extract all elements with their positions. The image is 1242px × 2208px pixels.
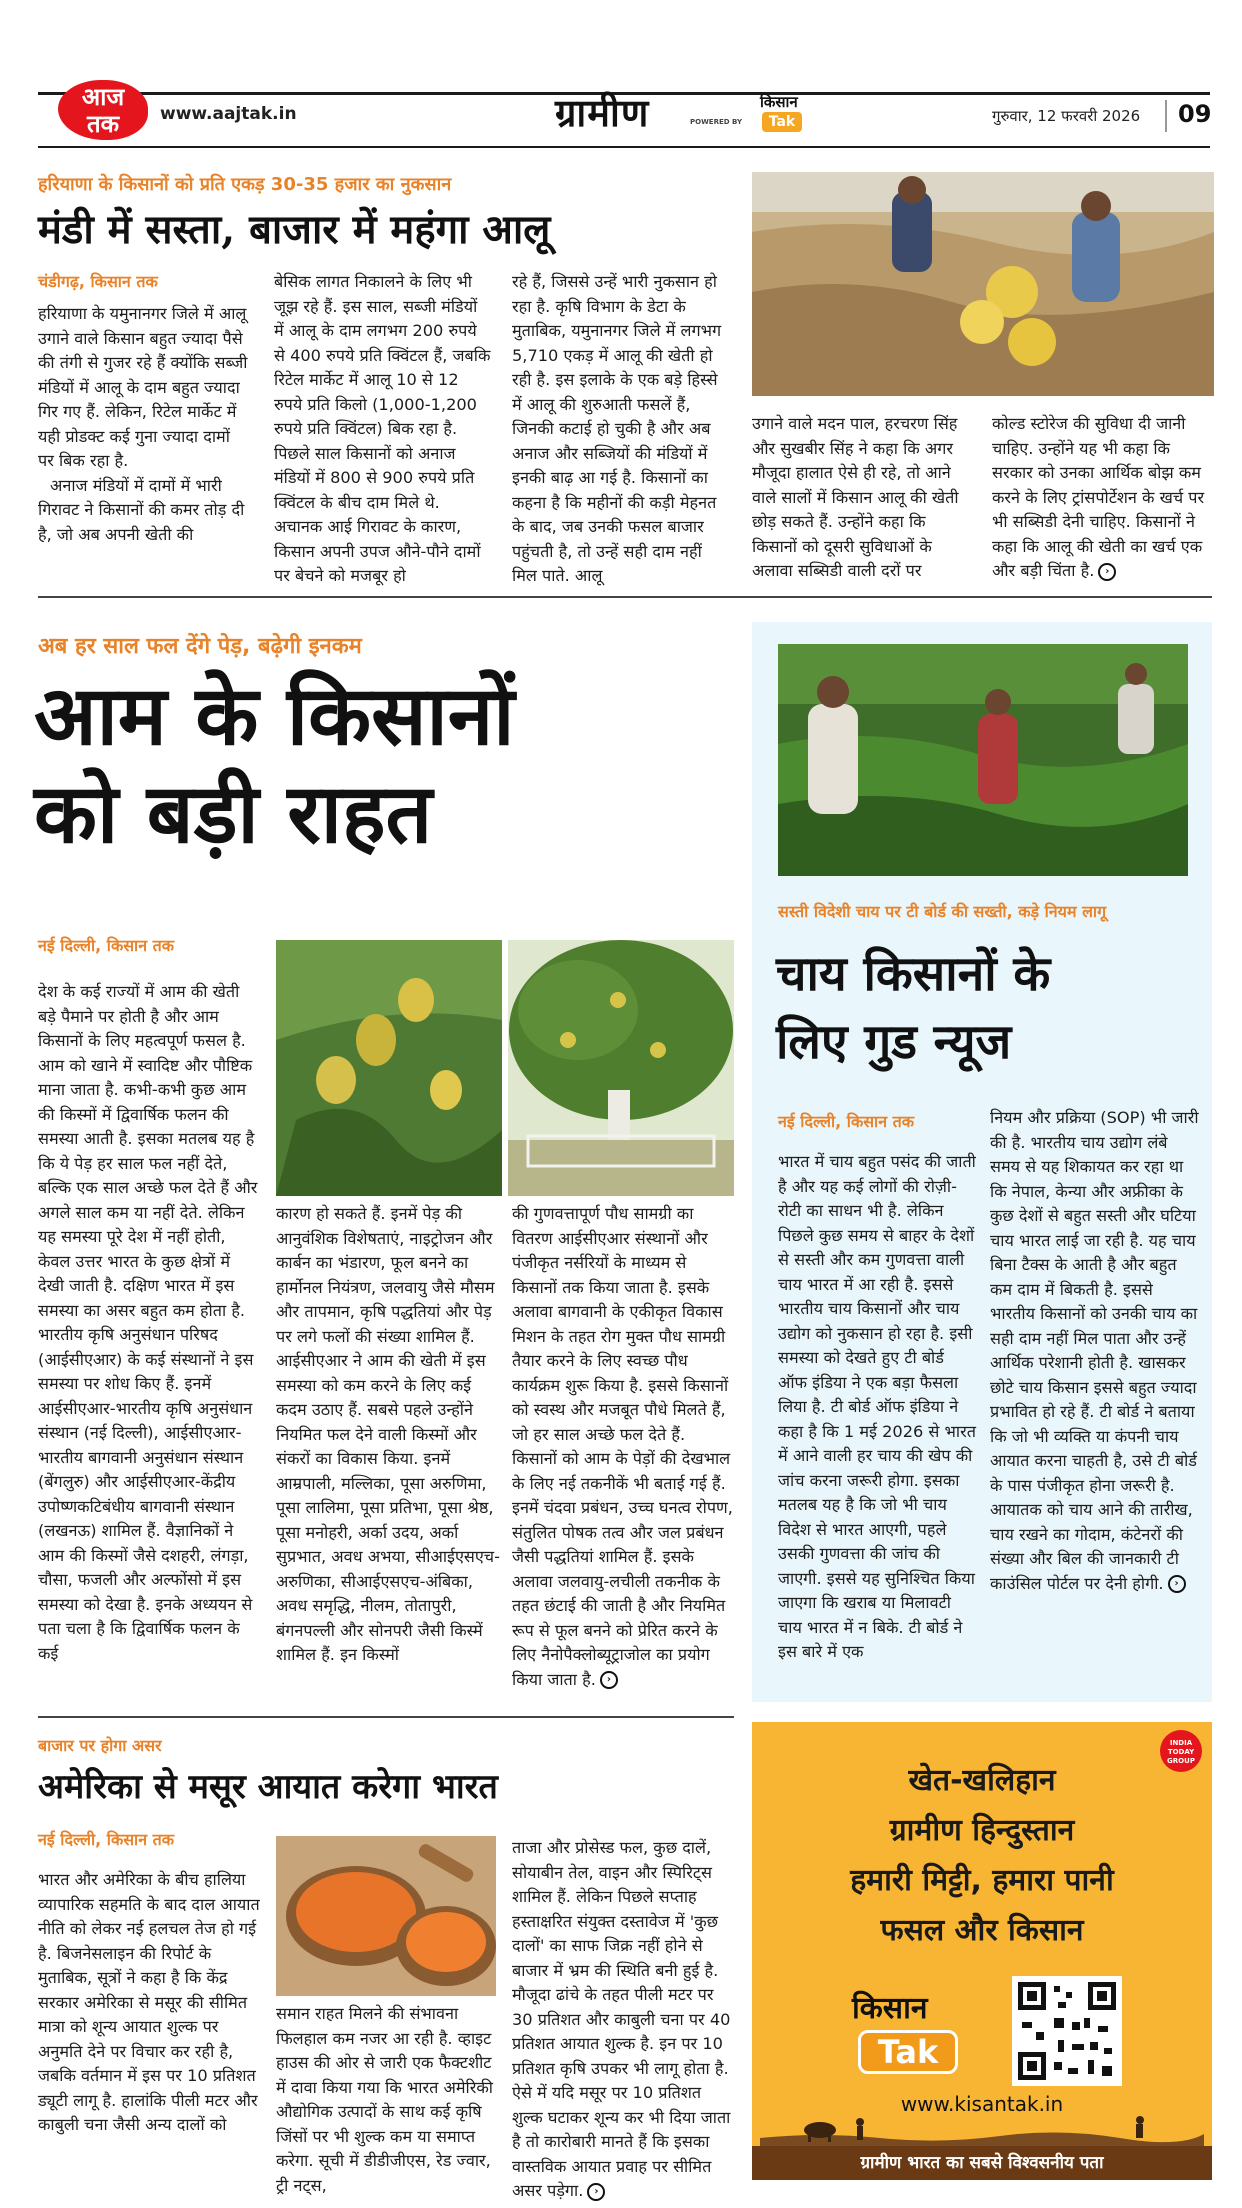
ad-tagline-strip: ग्रामीण भारत का सबसे विश्वसनीय पता (752, 2146, 1212, 2180)
tea-column-1: भारत में चाय बहुत पसंद की जाती है और यह कई लोगों की रोज़ी-रोटी का साधन भी है. लेकिन पिछले कुछ समय से बाहर के देशों से सस्ती और कम गुणवत्ता वाली चाय भारत में आ रही है. इससे भारतीय चाय किसानों और चाय उद्योग को नुकसान हो रहा है. इसी समस्या को देखते हुए टी बोर्ड ऑफ इंडिया ने एक बड़ा फैसला लिया है. टी बोर्ड ऑफ इंडिया ने कहा है कि 1 मई 2026 से भारत में आने वाली हर चाय की खेप की जांच करना जरूरी होगा. इसका मतलब यह है कि जो भी चाय विदेश से भारत आएगी, पहले उसकी गुणवत्ता की जांच की जाएगी. इससे यह सुनिश्चित किया जाएगा कि खराब या मिलावटी चाय भारत में न बिके. टी बोर्ड ने इस बारे में एक (778, 1152, 976, 1661)
lentil-column-3 (512, 1836, 734, 2200)
potato-kicker: हरियाणा के किसानों को प्रति एकड़ 30-35 हजार का नुकसान (38, 174, 452, 195)
mango-byline: नई दिल्ली, किसान तक (38, 936, 175, 955)
logo-line-1: आज (81, 83, 125, 111)
india-today-group-badge: INDIA TODAY GROUP (1160, 1730, 1202, 1772)
mango-headline-line-1: आम के किसानों (34, 669, 515, 764)
mango-headline[interactable] (34, 668, 515, 864)
tea-headline[interactable] (776, 940, 1050, 1076)
mango-photo-2 (508, 940, 734, 1196)
mango-kicker: अब हर साल फल देंगे पेड़, बढ़ेगी इनकम (38, 634, 362, 659)
ad-line-2: ग्रामीण हिन्दुस्तान (889, 1813, 1075, 1848)
page-number: 09 (1178, 100, 1212, 128)
site-url[interactable]: www.aajtak.in (160, 104, 297, 124)
arrow-circle-icon: › (600, 1671, 618, 1689)
section-title: ग्रामीण (555, 90, 650, 135)
logo-line-2: तक (86, 110, 120, 138)
lentil-headline[interactable]: अमेरिका से मसूर आयात करेगा भारत (38, 1767, 498, 1807)
masthead-bottom-rule (38, 146, 1210, 148)
issue-date: गुरुवार, 12 फरवरी 2026 (992, 107, 1141, 125)
ad-silhouette-scene (760, 2104, 1204, 2146)
mango-headline-line-2: को बड़ी राहत (34, 767, 433, 862)
tea-column-2 (990, 1106, 1200, 1686)
ad-line-3: हमारी मिट्टी, हमारा पानी (850, 1863, 1114, 1898)
section-divider-1 (38, 596, 1212, 598)
potato-col1-para2: अनाज मंडियों में दामों में भारी गिरावट ने किसानों की कमर तोड़ दी है, जो अब अपनी खेती की (38, 475, 245, 544)
lentil-photo (276, 1836, 496, 1996)
potato-column-2: बेसिक लागत निकालने के लिए भी जूझ रहे हैं. इस साल, सब्जी मंडियों में आलू के दाम लगभग 200 रुपये से 400 रुपये प्रति क्विंटल हैं, जबकि रिटेल मार्केट में आलू 10 से 12 रुपये प्रति किलो (1,000-1,200 रुपये प्रति क्विंटल) बिक रहा है. पिछले साल किसानों को अनाज मंडियों में 800 से 900 रुपये प्रति क्विंटल के बीच दाम मिले थे. अचानक आई गिरावट के कारण, किसान अपनी उपज औने-पौने दामों पर बेचने को मजबूर हो (274, 272, 491, 585)
lentil-byline: नई दिल्ली, किसान तक (38, 1830, 175, 1849)
potato-col5-text: कोल्ड स्टोरेज की सुविधा दी जानी चाहिए. उन्होंने यह भी कहा कि सरकार को उनका आर्थिक बोझ कम करने के लिए ट्रांसपोर्टेशन के खर्च पर भी सब्सिडी देनी चाहिए. किसानों ने कहा कि आलू की खेती का खर्च एक और बड़ी चिंता है. (992, 414, 1205, 580)
lentil-column-2: समान राहत मिलने की संभावना फिलहाल कम नजर आ रही है. व्हाइट हाउस की ओर से जारी एक फैक्टशीट में दावा किया गया कि भारत अमेरिकी औद्योगिक उत्पादों के साथ कई कृषि जिंसों पर भी शुल्क कम या समाप्त करेगा. सूची में डीडीजीएस, रेड ज्वार, ट्री नट्स, (276, 2004, 493, 2195)
potato-column-5 (992, 412, 1212, 592)
potato-photo (752, 172, 1214, 396)
potato-column-4: उगाने वाले मदन पाल, हरचरण सिंह और सुखबीर सिंह ने कहा कि अगर मौजूदा हालात ऐसे ही रहे, तो आने वाले सालों में किसान आलू की खेती छोड़ सकते हैं. उन्होंने कहा कि किसानों को दूसरी सुविधाओं के अलावा सब्सिडी वाली दरों पर (752, 414, 959, 580)
arrow-circle-icon: › (587, 2183, 605, 2201)
partner-kisan-label: किसान (760, 93, 798, 111)
arrow-circle-icon: › (1098, 563, 1116, 581)
tea-kicker: सस्ती विदेशी चाय पर टी बोर्ड की सख्ती, कड़े नियम लागू (778, 902, 1107, 921)
arrow-circle-icon: › (1168, 1575, 1186, 1593)
potato-headline[interactable]: मंडी में सस्ता, बाजार में महंगा आलू (38, 206, 551, 253)
powered-by-label: POWERED BY (690, 118, 743, 126)
mango-column-2: कारण हो सकते हैं. इनमें पेड़ की आनुवंशिक विशेषताएं, नाइट्रोजन और कार्बन का भंडारण, फूल बनने का हार्मोनल नियंत्रण, जलवायु जैसे मौसम और तापमान, कृषि पद्धतियां और पेड़ पर लगे फलों की संख्या शामिल हैं. आईसीएआर ने आम की खेती में इस समस्या को कम करने के लिए कई कदम उठाए हैं. सबसे पहले उन्होंने नियमित फल देने वाली किस्मों और संकरों का विकास किया. इनमें आम्रपाली, मल्लिका, पूसा अरुणिमा, पूसा लालिमा, पूसा प्रतिभा, पूसा श्रेष्ठ, पूसा मनोहरी, अर्का उदय, अर्का सुप्रभात, अवध अभया, सीआईएसएच-अरुणिका, सीआईएसएच-अंबिका, अवध समृद्धि, नीलम, तोतापुरी, बंगनपल्ली और सोनपरी जैसी किस्में शामिल हैं. इन किस्मों (276, 1204, 500, 1664)
tea-byline: नई दिल्ली, किसान तक (778, 1112, 915, 1131)
lentil-kicker: बाजार पर होगा असर (38, 1736, 162, 1755)
aajtak-logo[interactable] (58, 80, 148, 140)
potato-column-1 (38, 302, 250, 592)
ad-brand-tak: Tak (858, 2030, 958, 2074)
lentil-column-1: भारत और अमेरिका के बीच हालिया व्यापारिक सहमति के बाद दाल आयात नीति को लेकर नई हलचल तेज हो गई है. बिजनेसलाइन की रिपोर्ट के मुताबिक, सूत्रों ने कहा है कि केंद्र सरकार अमेरिका से मसूर की सीमित मात्रा को शून्य आयात शुल्क पर अनुमति देने पर विचार कर रही है, जबकि वर्तमान में इस पर 10 प्रतिशत ड्यूटी लागू है. हालांकि पीली मटर और काबुली चना जैसी अन्य दालों को (38, 1870, 260, 2134)
mango-column-1: देश के कई राज्यों में आम की खेती बड़े पैमाने पर होती है और आम किसानों के लिए महत्वपूर्ण फसल है. आम को खाने में स्वादिष्ट और पौष्टिक माना जाता है. कभी-कभी कुछ आम की किस्मों में द्विवार्षिक फलन की समस्या आती है. इसका मतलब यह है कि ये पेड़ हर साल फल नहीं देते, बल्कि एक साल अच्छे फल देते हैं और अगले साल कम या नहीं देते. लेकिन यह समस्या पूरे देश में नहीं होती, केवल उत्तर भारत के कुछ क्षेत्रों में देखी जाती है. दक्षिण भारत में इस समस्या का असर बहुत कम होता है. भारतीय कृषि अनुसंधान परिषद (आईसीएआर) के कई संस्थानों ने इस समस्या पर शोध किए हैं. इनमें आईसीएआर-भारतीय कृषि अनुसंधान संस्थान (नई दिल्ली), आईसीएआर-भारतीय बागवानी अनुसंधान संस्थान (बेंगलुरु) और आईसीएआर-केंद्रीय उपोष्णकटिबंधीय बागवानी संस्थान (लखनऊ) शामिल हैं. वैज्ञानिकों ने आम की किस्मों जैसे दशहरी, लंगड़ा, चौसा, फजली और अल्फोंसो में इस समस्या को देखा है. इनके अध्ययन से पता चला है कि द्विवार्षिक फलन के कई (38, 982, 258, 1663)
lentil-col3-text: ताजा और प्रोसेस्ड फल, कुछ दालें, सोयाबीन तेल, वाइन और स्पिरिट्स शामिल हैं. लेकिन पिछले सप्ताह हस्ताक्षरित संयुक्त दस्तावेज में 'कुछ दालों' का साफ जिक्र नहीं होने से बाजार में भ्रम की स्थिति बनी हुई है. मौजूदा ढांचे के तहत पीली मटर पर 30 प्रतिशत और काबुली चना पर 40 प्रतिशत आयात शुल्क है. इन पर 10 प्रतिशत कृषि उपकर भी लागू होता है. ऐसे में यदि मसूर पर 10 प्रतिशत शुल्क घटाकर शून्य कर भी दिया जाता है तो कारोबारी मानते हैं कि इसका वास्तविक आयात प्रवाह पर सीमित असर पड़ेगा. (512, 1838, 731, 2200)
partner-tak-badge: Tak (762, 112, 802, 132)
masthead-divider (1165, 100, 1167, 132)
potato-column-3: रहे हैं, जिससे उन्हें भारी नुकसान हो रहा है. कृषि विभाग के डेटा के मुताबिक, यमुनानगर जिले में लगभग 5,710 एकड़ में आलू की खेती हो रही है. इस इलाके के एक बड़े हिस्से में आलू की शुरुआती फसलें हैं, जिनकी कटाई हो चुकी है और अब अनाज और सब्जियों की मंडियों में इनकी बाढ़ आ गई है. किसानों का कहना है कि महीनों की कड़ी मेहनत के बाद, जब उनकी फसल बाजार पहुंचती है, तो उन्हें सही दाम नहीं मिल पाते. आलू (512, 272, 722, 585)
mango-photo-1 (276, 940, 502, 1196)
potato-col1-para1: हरियाणा के यमुनानगर जिले में आलू उगाने वाले किसान बहुत ज्यादा पैसे की तंगी से गुजर रहे हैं क्योंकि सब्जी मंडियों में आलू के दाम बहुत ज्यादा गिर गए हैं. लेकिन, रिटेल मार्केट में यही प्रोडक्ट कई गुना ज्यादा दामों पर बिक रहा है. (38, 304, 248, 470)
section-divider-2 (38, 1716, 734, 1718)
tea-col2-text: नियम और प्रक्रिया (SOP) भी जारी की है. भारतीय चाय उद्योग लंबे समय से यह शिकायत कर रहा था कि नेपाल, केन्या और अफ्रीका के कुछ देशों से बहुत सस्ती और घटिया चाय भारत लाई जा रही है. यह चाय बिना टैक्स के आती है और बहुत कम दाम में बिकती है. इससे भारतीय किसानों को उनकी चाय का सही दाम नहीं मिल पाता और उन्हें आर्थिक परेशानी होती है. खासकर छोटे चाय किसान इससे बहुत ज्यादा प्रभावित हो रहे हैं. टी बोर्ड ने बताया कि जो भी व्यक्ति या कंपनी चाय आयात करना चाहती है, उसे टी बोर्ड के पास पंजीकृत होना जरूरी है. आयातक को चाय आने की तारीख, चाय रखने का गोदाम, कंटेनरों की संख्या और बिल की जानकारी टी काउंसिल पोर्टल पर देनी होगी. (990, 1108, 1199, 1593)
ad-line-1: खेत-खलिहान (908, 1763, 1056, 1798)
tea-photo (778, 644, 1188, 876)
ad-url[interactable]: www.kisantak.in (900, 2092, 1064, 2116)
mango-col3-text: की गुणवत्तापूर्ण पौध सामग्री का वितरण आईसीएआर संस्थानों और पंजीकृत नर्सरियों के माध्यम से किसानों तक किया जाता है. इसके अलावा बागवानी के एकीकृत विकास मिशन के तहत रोग मुक्त पौध सामग्री तैयार करने के लिए स्वच्छ पौध कार्यक्रम शुरू किया है. इससे किसानों को स्वस्थ और मजबूत पौधे मिलते हैं, जो हर साल अच्छे फल देते हैं. किसानों को आम के पेड़ों की देखभाल के लिए नई तकनीकें भी बताई गई हैं. इनमें चंदवा प्रबंधन, उच्च घनत्व रोपण, संतुलित पोषक तत्व और जल प्रबंधन जैसी पद्धतियां शामिल हैं. इसके अलावा जलवायु-लचीली तकनीक के तहत छंटाई की जाती है और नियमित रूप से फूल बनने को प्रेरित करने के लिए नैनोपैक्लोब्यूट्राजोल का प्रयोग किया जाता है. (512, 1204, 733, 1689)
ad-brand-kisan: किसान (852, 1991, 928, 2026)
potato-byline: चंडीगढ़, किसान तक (38, 272, 158, 291)
tea-headline-line-1: चाय किसानों के (776, 946, 1051, 1002)
tea-headline-line-2: लिए गुड न्यूज (776, 1014, 1012, 1070)
ad-line-4: फसल और किसान (880, 1913, 1084, 1948)
qr-code-icon[interactable] (1012, 1976, 1122, 2086)
